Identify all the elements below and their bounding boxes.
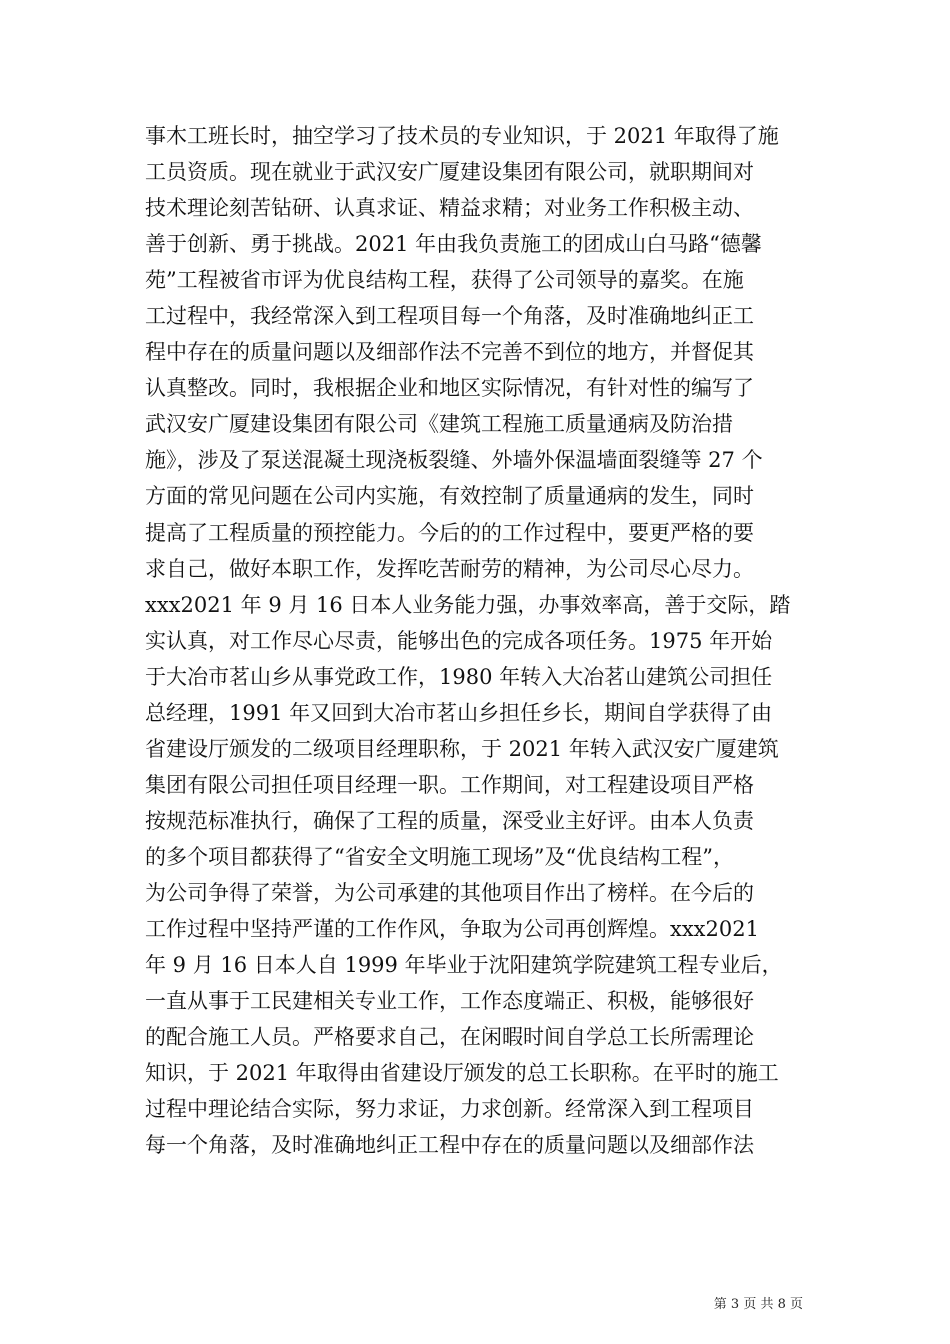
text-line: 总经理，1991 年又回到大冶市茗山乡担任乡长，期间自学获得了由 bbox=[145, 700, 773, 725]
text-line: 善于创新、勇于挑战。2021 年由我负责施工的团成山白马路“德馨 bbox=[145, 232, 762, 257]
text-line: 方面的常见问题在公司内实施，有效控制了质量通病的发生，同时 bbox=[145, 484, 754, 509]
text-line: 工过程中，我经常深入到工程项目每一个角落，及时准确地纠正工 bbox=[145, 304, 754, 329]
page-number: 第 3 页 共 8 页 bbox=[713, 1297, 803, 1312]
text-line: 苑”工程被省市评为优良结构工程，获得了公司领导的嘉奖。在施 bbox=[145, 268, 744, 293]
text-line: 技术理论刻苦钻研、认真求证、精益求精；对业务工作积极主动、 bbox=[145, 196, 754, 221]
text-line: 省建设厅颁发的二级项目经理职称，于 2021 年转入武汉安广厦建筑 bbox=[145, 736, 779, 761]
body-text bbox=[145, 118, 810, 1163]
text-line: 一直从事于工民建相关专业工作，工作态度端正、积极，能够很好 bbox=[145, 989, 754, 1014]
text-line: 工作过程中坚持严谨的工作作风，争取为公司再创辉煌。xxx2021 bbox=[145, 917, 759, 942]
text-line: 实认真，对工作尽心尽责，能够出色的完成各项任务。1975 年开始 bbox=[145, 628, 773, 653]
text-line: 武汉安广厦建设集团有限公司《建筑工程施工质量通病及防治措 bbox=[145, 412, 733, 437]
text-line: 求自己，做好本职工作，发挥吃苦耐劳的精神，为公司尽心尽力。 bbox=[145, 556, 754, 581]
text-line: 认真整改。同时，我根据企业和地区实际情况，有针对性的编写了 bbox=[145, 376, 754, 401]
text-line: 事木工班长时，抽空学习了技术员的专业知识，于 2021 年取得了施 bbox=[145, 124, 779, 148]
text-line: 提高了工程质量的预控能力。今后的的工作过程中，要更严格的要 bbox=[145, 520, 754, 545]
text-line: 年 9 月 16 日本人自 1999 年毕业于沈阳建筑学院建筑工程专业后， bbox=[145, 953, 783, 978]
text-line: 程中存在的质量问题以及细部作法不完善不到位的地方，并督促其 bbox=[145, 340, 754, 365]
text-line: 于大冶市茗山乡从事党政工作，1980 年转入大冶茗山建筑公司担任 bbox=[145, 664, 773, 689]
text-line: 知识，于 2021 年取得由省建设厅颁发的总工长职称。在平时的施工 bbox=[145, 1061, 779, 1086]
text-line: 施》，涉及了泵送混凝土现浇板裂缝、外墙外保温墙面裂缝等 27 个 bbox=[145, 448, 763, 473]
text-line: xxx2021 年 9 月 16 日本人业务能力强，办事效率高，善于交际，踏 bbox=[145, 592, 791, 617]
text-line: 集团有限公司担任项目经理一职。工作期间，对工程建设项目严格 bbox=[145, 772, 754, 797]
text-line: 工员资质。现在就业于武汉安广厦建设集团有限公司，就职期间对 bbox=[145, 160, 754, 185]
text-line: 的配合施工人员。严格要求自己，在闲暇时间自学总工长所需理论 bbox=[145, 1025, 754, 1050]
text-line: 的多个项目都获得了“省安全文明施工现场”及“优良结构工程”， bbox=[145, 844, 734, 869]
text-line: 每一个角落，及时准确地纠正工程中存在的质量问题以及细部作法 bbox=[145, 1133, 754, 1158]
text-line: 过程中理论结合实际，努力求证，力求创新。经常深入到工程项目 bbox=[145, 1097, 754, 1122]
text-line: 为公司争得了荣誉，为公司承建的其他项目作出了榜样。在今后的 bbox=[145, 880, 754, 905]
text-line: 按规范标准执行，确保了工程的质量，深受业主好评。由本人负责 bbox=[145, 808, 754, 833]
